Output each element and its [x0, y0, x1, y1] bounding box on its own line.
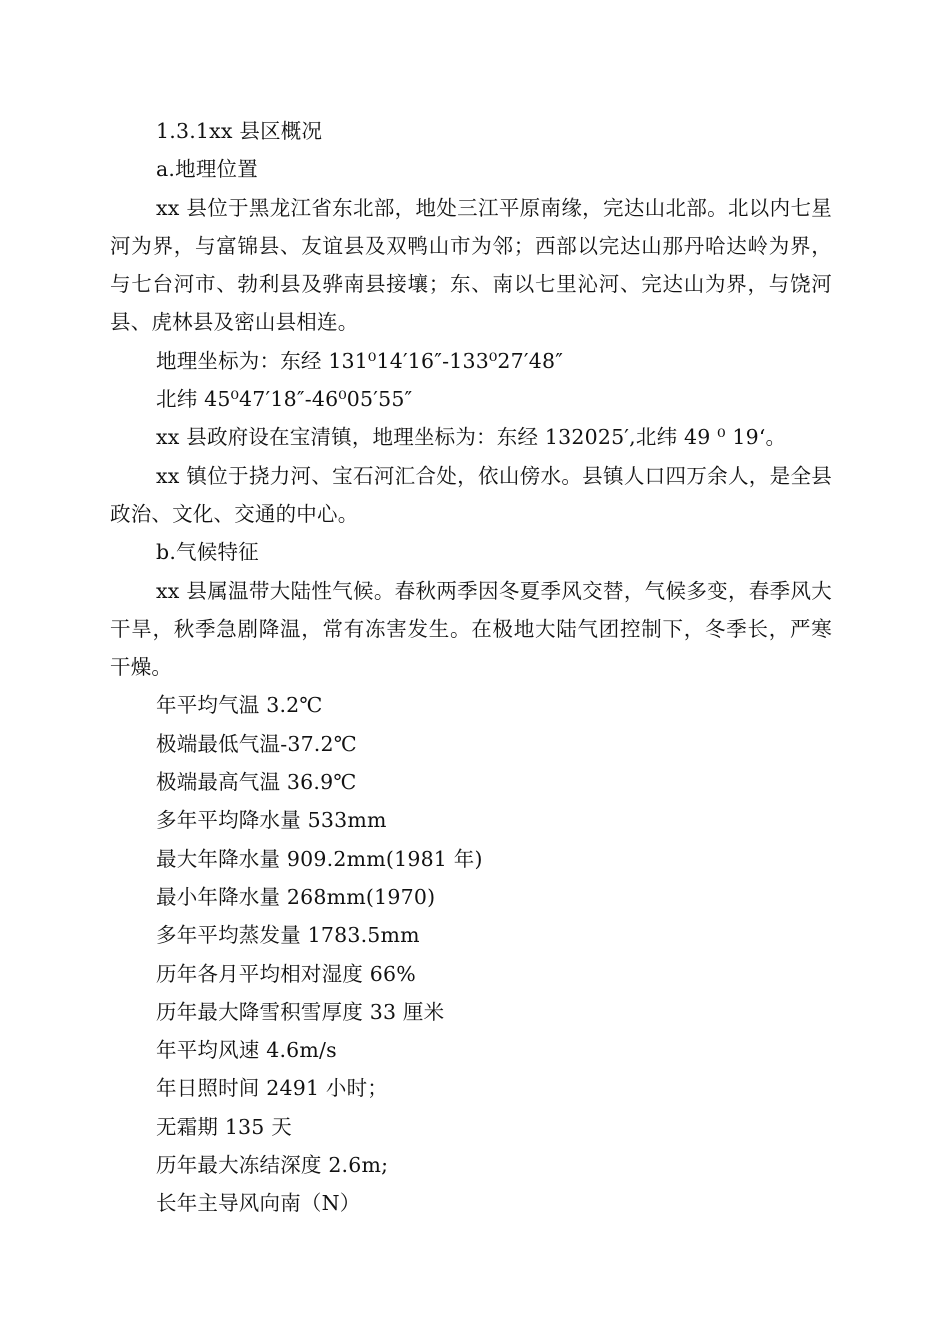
- climate-stat: 历年各月平均相对湿度 66%: [156, 961, 416, 986]
- climate-stat: 历年最大降雪积雪厚度 33 厘米: [156, 999, 445, 1024]
- climate-stat: 极端最低气温-37.2℃: [156, 731, 357, 756]
- climate-stat: 极端最高气温 36.9℃: [156, 770, 357, 795]
- document-body: [110, 112, 832, 1223]
- climate-stat: 长年主导风向南（N）: [156, 1191, 361, 1216]
- geography-paragraph: xx 县位于黑龙江省东北部，地处三江平原南缘，完达山北部。北以内七星河为界，与富锦县、友谊县及双鸭山市为邻；西部以完达山那丹哈达岭为界，与七台河市、勃利县及骅南县接壤；东、南以七里沁河、完达山为界，与饶河县、虎林县及密山县相连。: [110, 195, 832, 335]
- coordinate-longitude: 地理坐标为：东经 131⁰14′16″-133⁰27′48″: [156, 348, 564, 373]
- climate-stat: 多年平均降水量 533mm: [156, 808, 387, 833]
- climate-stat: 无霜期 135 天: [156, 1114, 292, 1139]
- climate-stat: 年日照时间 2491 小时；: [156, 1076, 389, 1101]
- county-government-location: xx 县政府设在宝清镇，地理坐标为：东经 132025′,北纬 49 ⁰ 19‘。: [156, 425, 787, 450]
- climate-stat: 最小年降水量 268mm(1970): [156, 884, 436, 909]
- climate-stat: 年平均气温 3.2℃: [156, 693, 323, 718]
- town-description: xx 镇位于挠力河、宝石河汇合处，依山傍水。县镇人口四万余人，是全县政治、文化、交通的中心。: [110, 463, 832, 526]
- geography-title: a.地理位置: [156, 157, 258, 182]
- section-heading: 1.3.1xx 县区概况: [156, 119, 323, 143]
- climate-stat: 年平均风速 4.6m/s: [156, 1038, 337, 1063]
- climate-title: b.气候特征: [156, 540, 259, 565]
- climate-stat: 多年平均蒸发量 1783.5mm: [156, 923, 420, 948]
- climate-stat: 最大年降水量 909.2mm(1981 年): [156, 846, 483, 871]
- climate-stat: 历年最大冻结深度 2.6m;: [156, 1153, 389, 1178]
- climate-paragraph: xx 县属温带大陆性气候。春秋两季因冬夏季风交替，气候多变，春季风大干旱，秋季急剧降温，常有冻害发生。在极地大陆气团控制下，冬季长，严寒干燥。: [110, 578, 832, 680]
- coordinate-latitude: 北纬 45⁰47′18″-46⁰05′55″: [156, 387, 413, 412]
